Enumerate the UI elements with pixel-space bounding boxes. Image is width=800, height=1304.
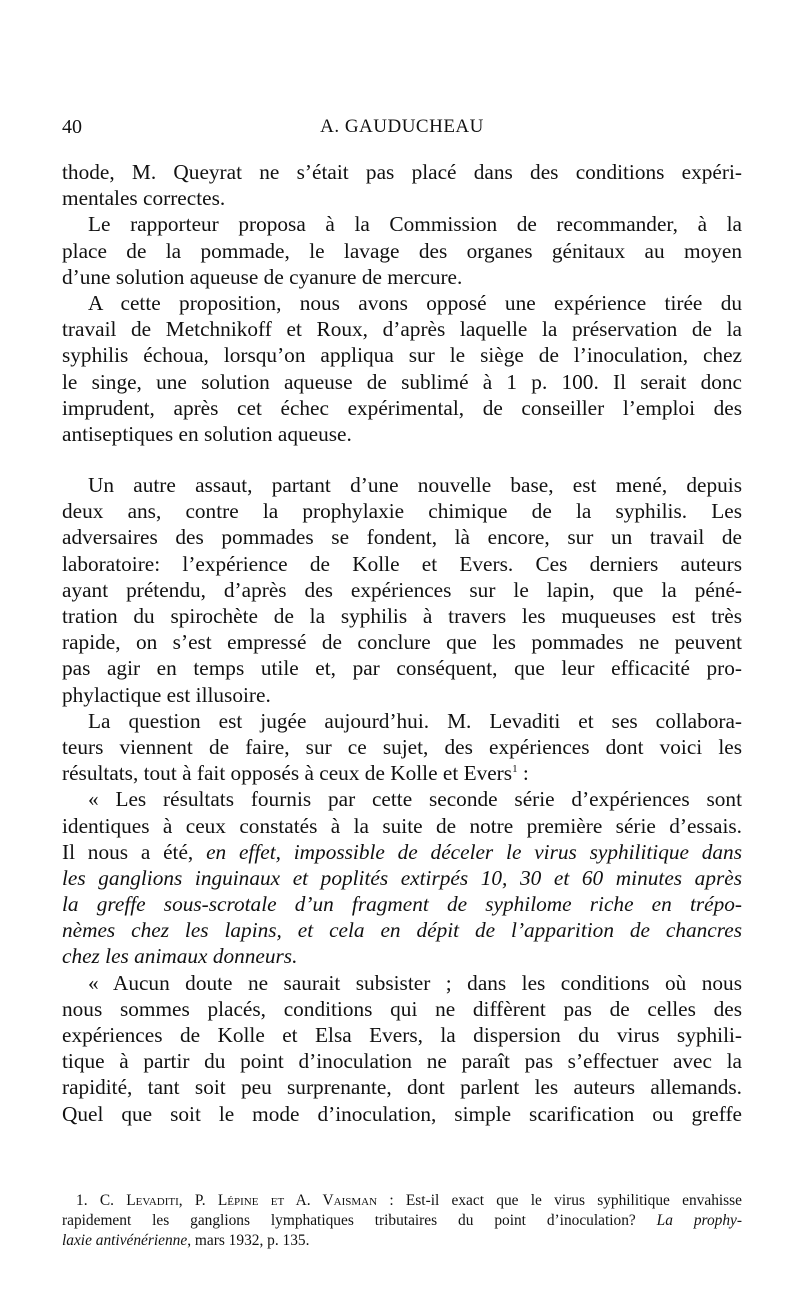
paragraph: [62, 159, 742, 211]
text-line: nous sommes placés, conditions qui ne diffèrent pas de celles des: [62, 996, 742, 1021]
text-line: laboratoire: l’expérience de Kolle et Evers. Ces derniers auteurs: [62, 551, 742, 576]
text-line: pas agir en temps utile et, par conséquent, que leur efficacité pro-: [62, 656, 742, 681]
paragraph: [62, 472, 742, 708]
text-line: Un autre assaut, partant d’une nouvelle base, est mené, depuis: [88, 473, 742, 498]
footnote-journal: laxie antivénérienne: [62, 1232, 188, 1249]
footnote-line: [62, 1191, 742, 1211]
quotation-paragraph: [62, 786, 742, 969]
italic-line: chez les animaux donneurs.: [62, 944, 298, 969]
italic-text: en effet, impossible de déceler le virus syphilitique dans: [206, 839, 742, 864]
footnote-authors: C. Levaditi, P. Lépine et A. Vaisman: [99, 1192, 378, 1209]
paragraph: [62, 211, 742, 290]
quotation-paragraph: [62, 970, 742, 1127]
line-text: résultats, tout à fait opposés à ceux de Kolle et Evers: [62, 761, 513, 786]
text-line: tique à partir du point d’inoculation ne paraît pas s’effectuer avec la: [62, 1049, 742, 1074]
text-line: adversaires des pommades se fondent, là encore, sur un travail de: [62, 525, 742, 550]
text-line: le singe, une solution aqueuse de sublimé à 1 p. 100. Il serait donc: [62, 369, 742, 394]
text-line: rapide, on s’est empressé de conclure que les pommades ne peuvent: [62, 630, 742, 655]
line-text: Il nous a été,: [62, 839, 207, 864]
text-line: [62, 760, 742, 786]
section-gap: [62, 447, 742, 472]
text-line: teurs viennent de faire, sur ce sujet, des expériences dont voici les: [62, 734, 742, 759]
text-line: tration du spirochète de la syphilis à travers les muqueuses est très: [62, 604, 742, 628]
page-header: [62, 116, 742, 146]
footnote-line: [62, 1231, 742, 1251]
footnote-text: , mars 1932, p. 135.: [187, 1232, 310, 1249]
footnote: [62, 1191, 742, 1251]
text-line: travail de Metchnikoff et Roux, d’après laquelle la préservation de la: [62, 317, 742, 342]
page-number: 40: [62, 116, 82, 138]
text-line: deux ans, contre la prophylaxie chimique de la syphilis. Les: [62, 499, 742, 524]
body-text: [62, 159, 742, 1127]
text-line: imprudent, après cet échec expérimental, de conseiller l’emploi des: [62, 395, 742, 420]
footnote-text: : Est-il exact que le virus syphilitique envahisse: [377, 1192, 742, 1209]
italic-line: la greffe sous-scrotale d’un fragment de syphilome riche en trépo-: [62, 892, 742, 917]
footnote-number: 1.: [76, 1192, 88, 1209]
text-line: thode, M. Queyrat ne s’était pas placé dans des conditions expéri-: [62, 160, 742, 184]
text-line: Le rapporteur proposa à la Commission de recommander, à la: [88, 212, 742, 237]
text-line: Quel que soit le mode d’inoculation, simple scarification ou greffe: [62, 1101, 742, 1126]
text-line: syphilis échoua, lorsqu’on appliqua sur le siège de l’inoculation, chez: [62, 343, 742, 368]
text-line: A cette proposition, nous avons opposé une expérience tirée du: [88, 290, 742, 315]
text-line: phylactique est illusoire.: [62, 682, 271, 707]
text-line: place de la pommade, le lavage des organes génitaux au moyen: [62, 238, 742, 263]
running-title: A. GAUDUCHEAU: [320, 116, 484, 137]
text-line: [62, 839, 742, 865]
paragraph: [62, 708, 742, 787]
italic-line: les ganglions inguinaux et poplités extirpés 10, 30 et 60 minutes après: [62, 865, 742, 890]
text-line: antiseptiques en solution aqueuse.: [62, 421, 352, 446]
line-text: :: [517, 761, 529, 786]
footnote-text: rapidement les ganglions lymphatiques tributaires du point d’inoculation?: [62, 1212, 636, 1229]
text-line: mentales correctes.: [62, 186, 226, 211]
text-line: « Aucun doute ne saurait subsister ; dans les conditions où nous: [88, 970, 742, 995]
italic-line: nèmes chez les lapins, et cela en dépit de l’apparition de chancres: [62, 918, 742, 943]
footnote-journal: La prophy-: [656, 1212, 742, 1229]
text-line: d’une solution aqueuse de cyanure de mercure.: [62, 264, 463, 289]
footnote-line: [62, 1211, 742, 1231]
text-line: expériences de Kolle et Elsa Evers, la dispersion du virus syphili-: [62, 1023, 742, 1047]
text-line: ayant prétendu, d’après des expériences sur le lapin, que la péné-: [62, 577, 742, 602]
text-line: identiques à ceux constatés à la suite de notre première série d’essais.: [62, 813, 742, 838]
footnote-reference: 1: [512, 763, 518, 776]
text-line: rapidité, tant soit peu surprenante, dont parlent les auteurs allemands.: [62, 1075, 742, 1100]
text-line: La question est jugée aujourd’hui. M. Levaditi et ses collabora-: [88, 708, 742, 733]
paragraph: [62, 290, 742, 447]
text-line: « Les résultats fournis par cette seconde série d’expériences sont: [88, 787, 742, 812]
